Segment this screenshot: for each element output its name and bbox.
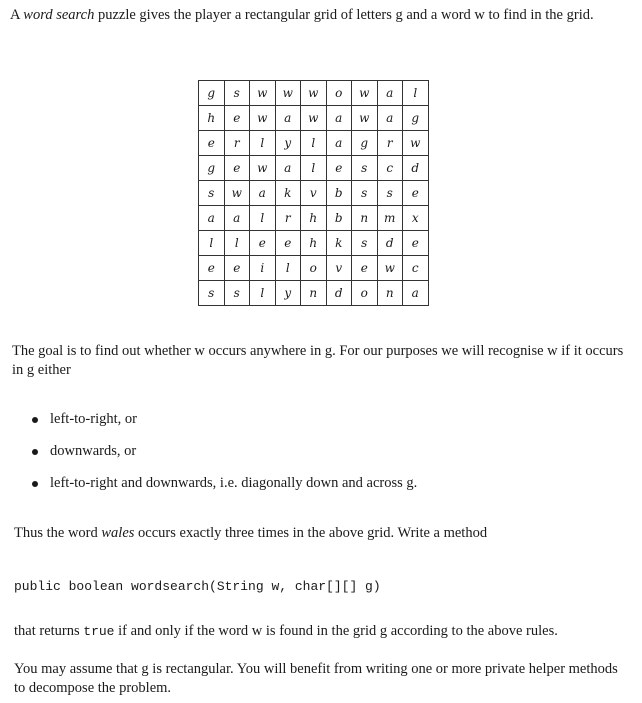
assumption-paragraph: You may assume that g is rectangular. You will benefit from writing one or more private helper methods to decompose the problem. <box>14 661 618 696</box>
grid-cell: w <box>250 156 276 181</box>
grid-cell: g <box>352 131 378 156</box>
grid-cell: r <box>275 206 301 231</box>
grid-cell: w <box>250 81 276 106</box>
rule-diagonal: left-to-right and downwards, i.e. diagonally down and across g. <box>32 474 417 493</box>
grid-cell: w <box>301 106 327 131</box>
grid-row <box>199 106 429 131</box>
grid-cell: a <box>275 156 301 181</box>
grid-cell: s <box>352 156 378 181</box>
grid-cell: h <box>301 231 327 256</box>
intro-text-start: A <box>10 7 24 23</box>
grid-row <box>199 181 429 206</box>
grid-cell: h <box>199 106 225 131</box>
grid-cell: a <box>377 106 403 131</box>
grid-cell: d <box>326 281 352 306</box>
letter-grid <box>198 80 429 306</box>
example-word: wales <box>101 525 135 541</box>
returns-text-start: that returns <box>14 623 84 639</box>
grid-cell: r <box>377 131 403 156</box>
grid-cell: n <box>377 281 403 306</box>
grid-cell: w <box>377 256 403 281</box>
grid-cell: l <box>301 131 327 156</box>
grid-cell: w <box>352 106 378 131</box>
grid-cell: w <box>352 81 378 106</box>
grid-cell: s <box>199 181 225 206</box>
grid-cell: e <box>224 156 250 181</box>
grid-cell: l <box>199 231 225 256</box>
grid-cell: k <box>275 181 301 206</box>
grid-cell: l <box>224 231 250 256</box>
returns-text-end: if and only if the word w is found in the grid g according to the above rules. <box>114 623 558 639</box>
thus-text-end: occurs exactly three times in the above grid. Write a method <box>134 525 488 541</box>
grid-cell: h <box>301 206 327 231</box>
grid-cell: v <box>301 181 327 206</box>
grid-row <box>199 206 429 231</box>
grid-cell: c <box>403 256 429 281</box>
grid-cell: o <box>301 256 327 281</box>
grid-cell: y <box>275 131 301 156</box>
grid-cell: e <box>224 106 250 131</box>
rules-list <box>32 410 417 506</box>
grid-cell: e <box>326 156 352 181</box>
rule-downwards: downwards, or <box>32 442 417 461</box>
grid-cell: e <box>352 256 378 281</box>
grid-cell: o <box>326 81 352 106</box>
grid-cell: b <box>326 206 352 231</box>
grid-cell: o <box>352 281 378 306</box>
grid-cell: a <box>377 81 403 106</box>
grid-cell: a <box>275 106 301 131</box>
grid-cell: e <box>275 231 301 256</box>
grid-cell: a <box>250 181 276 206</box>
grid-cell: l <box>275 256 301 281</box>
thus-paragraph <box>14 524 634 543</box>
grid-cell: e <box>224 256 250 281</box>
grid-cell: l <box>250 281 276 306</box>
grid-cell: w <box>301 81 327 106</box>
grid-cell: x <box>403 206 429 231</box>
grid-cell: e <box>199 256 225 281</box>
grid-cell: n <box>301 281 327 306</box>
grid-row <box>199 281 429 306</box>
grid-cell: w <box>224 181 250 206</box>
goal-paragraph: The goal is to find out whether w occurs anywhere in g. For our purposes we will recognise w if it occurs in g either <box>12 343 624 378</box>
grid-cell: s <box>224 81 250 106</box>
returns-paragraph <box>14 622 634 641</box>
grid-cell: a <box>403 281 429 306</box>
grid-cell: i <box>250 256 276 281</box>
grid-row <box>199 231 429 256</box>
grid-cell: g <box>199 81 225 106</box>
grid-cell: b <box>326 181 352 206</box>
grid-cell: g <box>199 156 225 181</box>
grid-row <box>199 256 429 281</box>
grid-cell: w <box>275 81 301 106</box>
word-search-term: word search <box>23 7 95 23</box>
rule-left-to-right: left-to-right, or <box>32 410 417 429</box>
grid-cell: a <box>326 131 352 156</box>
grid-cell: r <box>224 131 250 156</box>
grid-cell: e <box>403 181 429 206</box>
method-signature: public boolean wordsearch(String w, char[][] g) <box>14 579 381 594</box>
grid-cell: l <box>250 206 276 231</box>
grid-cell: s <box>352 181 378 206</box>
grid-cell: e <box>199 131 225 156</box>
grid-cell: n <box>352 206 378 231</box>
grid-cell: e <box>250 231 276 256</box>
grid-cell: d <box>377 231 403 256</box>
grid-cell: a <box>199 206 225 231</box>
thus-text-start: Thus the word <box>14 525 102 541</box>
grid-cell: s <box>377 181 403 206</box>
grid-cell: a <box>326 106 352 131</box>
intro-paragraph <box>10 6 630 25</box>
grid-row <box>199 81 429 106</box>
grid-cell: k <box>326 231 352 256</box>
grid-cell: v <box>326 256 352 281</box>
grid-cell: s <box>199 281 225 306</box>
grid-cell: s <box>224 281 250 306</box>
grid-cell: a <box>224 206 250 231</box>
grid-cell: m <box>377 206 403 231</box>
grid-row <box>199 131 429 156</box>
grid-cell: w <box>250 106 276 131</box>
grid-cell: l <box>403 81 429 106</box>
grid-row <box>199 156 429 181</box>
grid-cell: s <box>352 231 378 256</box>
grid-cell: w <box>403 131 429 156</box>
true-keyword: true <box>83 624 115 639</box>
grid-cell: c <box>377 156 403 181</box>
grid-cell: g <box>403 106 429 131</box>
grid-cell: l <box>250 131 276 156</box>
intro-text-end: puzzle gives the player a rectangular grid of letters g and a word w to find in the grid. <box>94 7 594 23</box>
grid-cell: l <box>301 156 327 181</box>
grid-cell: d <box>403 156 429 181</box>
grid-cell: y <box>275 281 301 306</box>
grid-cell: e <box>403 231 429 256</box>
